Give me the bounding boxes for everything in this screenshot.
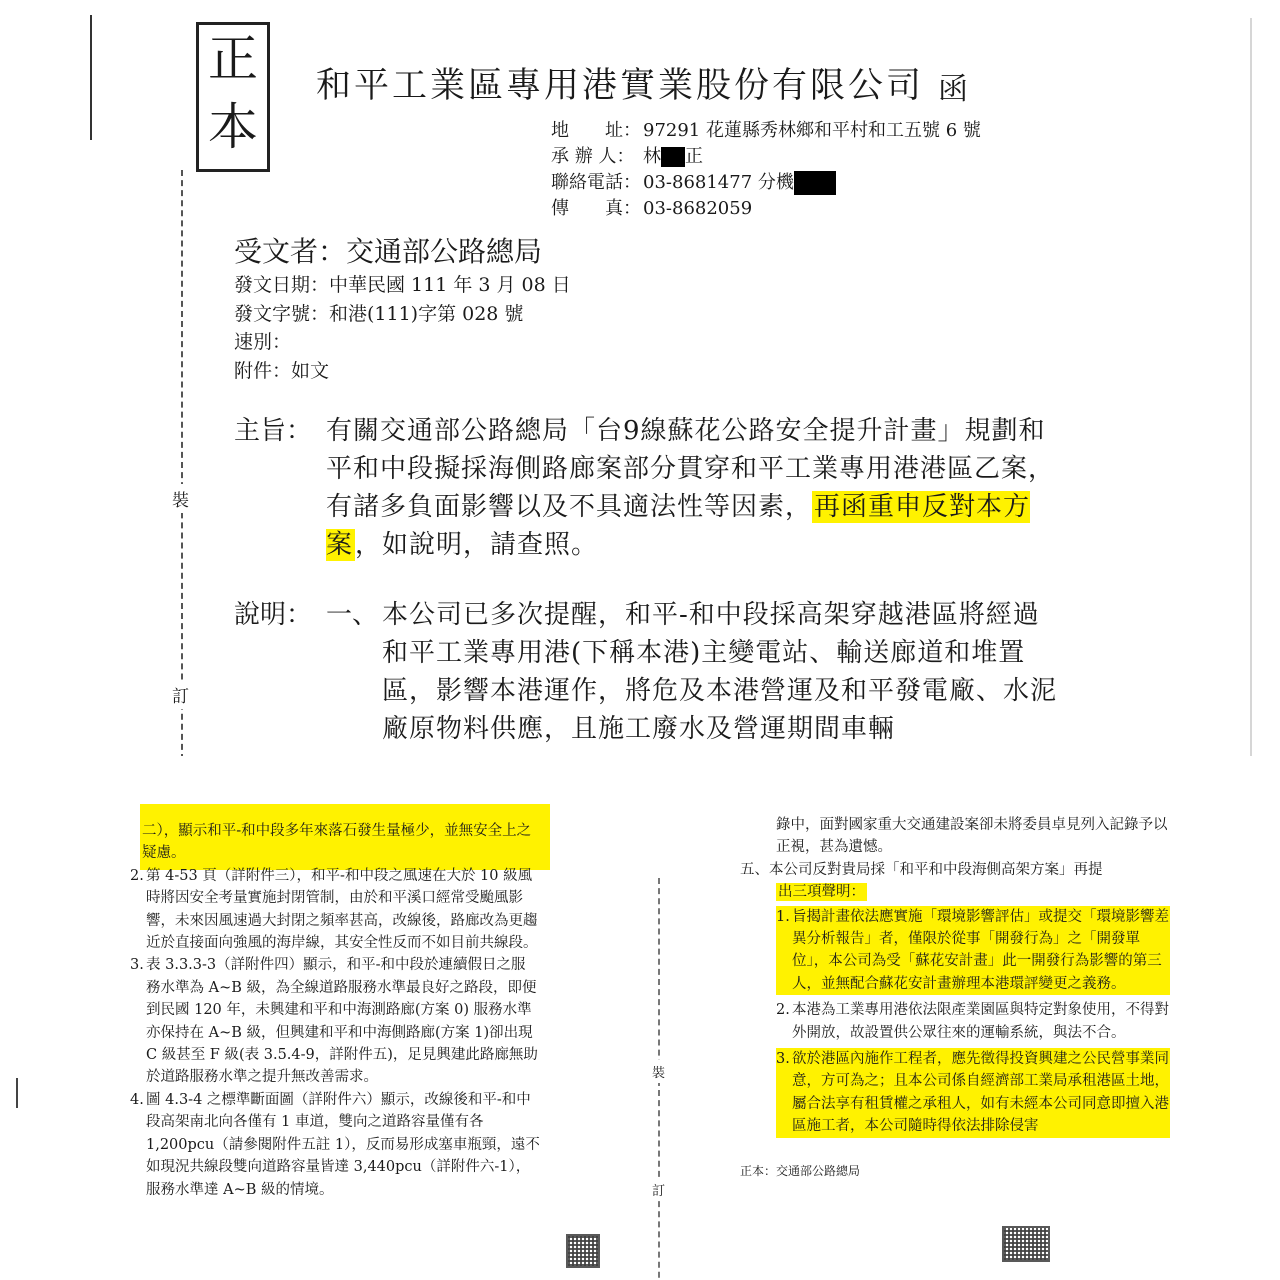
explanation-item-number: 一、 — [326, 600, 379, 630]
letter-detail-page-left — [0, 778, 640, 1280]
page-edge — [1250, 18, 1252, 756]
page-edge-rule — [90, 15, 92, 140]
subject-body — [326, 412, 1064, 564]
item-five-lead — [740, 859, 1170, 881]
statement-item-1 — [776, 906, 1170, 996]
statement-number: 1. — [776, 908, 790, 925]
contact-handler — [551, 142, 703, 168]
item-five-text: 五、本公司反對貴局採「和平和中段海側高架方案」再提 — [740, 861, 1103, 878]
contact-fax — [551, 194, 752, 220]
fax-value: 03-8682059 — [643, 198, 753, 219]
statement-item-2 — [776, 999, 1170, 1044]
redaction-block — [794, 171, 836, 195]
original-copy-stamp — [196, 22, 270, 172]
explanation-text: 本公司已多次提醒，和平-和中段採高架穿越港區將經過和平工業專用港(下稱本港)主變電站、輸送廊道和堆置區，影響本港運作，將危及本港營運及和平發電廠、水泥廠原物料供應，且施工廢水及營運期間車輛 — [382, 600, 1058, 744]
recipient: 受文者：交通部公路總局 — [234, 235, 543, 268]
subject-text-end: ，如說明，請查照。 — [355, 530, 599, 560]
list-item — [130, 954, 540, 1088]
handler-first: 林 — [643, 146, 661, 167]
statement-text: 本港為工業專用港依法限產業園區與特定對象使用，不得對外開放，故設置供公眾往來的運輸系統，與法不合。 — [792, 1002, 1169, 1041]
contact-phone — [551, 168, 836, 195]
binding-line — [181, 170, 183, 756]
contact-address — [551, 116, 981, 142]
address-label: 地 址： — [551, 120, 641, 141]
original-recipient: 正本：交通部公路總局 — [740, 1163, 861, 1178]
binding-mark-zhuang: 裝 — [172, 484, 189, 513]
item-number: 4. — [130, 1091, 144, 1108]
binding-mark-ding: 訂 — [652, 1178, 665, 1201]
phone-label: 聯絡電話： — [551, 172, 641, 193]
item-text: 第 4-53 頁（詳附件三），和平-和中段之風速在大於 10 級風時將因安全考量實施封閉管制，由於和平溪口經常受颱風影響，未來因風速過大封閉之頻率甚高，改線後，路廊改為更趨近於直接面向強風的海岸線，其安全性反而不如目前共線段。 — [146, 867, 538, 952]
stamp-char-2: 本 — [208, 98, 258, 156]
stamp-char-1: 正 — [208, 30, 258, 88]
list-item — [130, 1089, 540, 1201]
statement-number: 2. — [776, 1002, 790, 1019]
item-text: 表 3.3.3-3（詳附件四）顯示，和平-和中段於連續假日之服務水準為 A~B 級，為全線道路服務水準最良好之路段，即便到民國 120 年，未興建和平和中海測路廊(方案 0) 服務水準亦保持在 A~B 級，但興建和平和中海側路廊(方案 1)卻出現 C 級甚至 F 級(表 3.5.4-9，詳附件五)，足見興建此路廊無助於道路服務水準之提升無改善需求。 — [146, 957, 538, 1086]
explanation-section — [234, 596, 1064, 748]
fax-label: 傳 真： — [551, 198, 641, 219]
binding-mark-zhuang: 裝 — [652, 1060, 665, 1083]
company-name: 和平工業區專用港實業股份有限公司 — [316, 66, 925, 106]
letter-type: 函 — [938, 72, 968, 107]
item-text: 圖 4.3-4 之標準斷面圖（詳附件六）顯示，改線後和平-和中段高架南北向各僅有 1 車道，雙向之道路容量僅有各 1,200pcu（請參閱附件五註 1），反而易形成塞車瓶頸，遠不如現況共線段雙向道路容量皆達 3,440pcu（詳附件六-1），服務水準達 A~B 級的情境。 — [146, 1091, 540, 1198]
issue-date: 發文日期：中華民國 111 年 3 月 08 日 — [234, 274, 571, 296]
statement-number: 3. — [776, 1051, 790, 1068]
binding-mark-ding: 訂 — [172, 680, 189, 709]
statement-list — [740, 814, 1170, 1182]
attachment: 附件：如文 — [234, 360, 330, 382]
page-edge — [16, 1078, 18, 1108]
letter-detail-page-right — [640, 778, 1280, 1280]
redaction-block — [661, 147, 685, 167]
subject-highlight: 再函重申反對本方案 — [326, 492, 1031, 560]
item-five-tail — [740, 881, 1170, 903]
highlighted-statement: 二），顯示和平-和中段多年來落石發生量極少，並無安全上之疑慮。 — [142, 823, 532, 862]
address-value: 97291 花蓮縣秀林鄉和平村和工五號 6 號 — [643, 120, 981, 141]
item-list — [130, 822, 540, 1201]
seal-stamp — [1002, 1226, 1050, 1262]
handler-last: 正 — [685, 146, 703, 167]
statement-item-3 — [776, 1048, 1170, 1138]
item-number: 2. — [130, 867, 144, 884]
item-five-highlight: 出三項聲明： — [778, 884, 865, 901]
phone-value: 03-8681477 分機 — [643, 172, 794, 193]
item-number: 3. — [130, 957, 144, 974]
urgency: 速別： — [234, 331, 292, 353]
statement-text: 旨揭計畫依法應實施「環境影響評估」或提交「環境影響差異分析報告」者，僅限於從事「開發行為」之「開發單位」，本公司為受「蘇花安計畫」此一開發行為影響的第三人，並無配合蘇花安計畫辦理本港環評變更之義務。 — [792, 908, 1169, 992]
subject-label: 主旨： — [234, 416, 313, 446]
list-item — [130, 865, 540, 955]
subject-section — [234, 412, 1064, 564]
seal-stamp — [566, 1234, 600, 1268]
explanation-label: 說明： — [234, 600, 313, 630]
intro-text: 錄中，面對國家重大交通建設案卻未將委員卓見列入記錄予以正視，甚為遺憾。 — [776, 817, 1168, 856]
statement-text: 欲於港區內施作工程者，應先徵得投資興建之公民營事業同意，方可為之；且本公司係自經濟部工業局承租港區土地，屬合法享有租賃權之承租人，如有未經本公司同意即擅入港區施工者，本公司隨時得依法排除侵害 — [792, 1051, 1169, 1135]
subject-text: 有關交通部公路總局「台9線蘇花公路安全提升計畫」規劃和平和中段擬採海側路廊案部分貫穿和平工業專用港港區乙案，有諸多負面影響以及不具適法性等因素， — [326, 416, 1056, 522]
handler-label: 承 辦 人： — [551, 146, 635, 167]
issue-number: 發文字號：和港(111)字第 028 號 — [234, 303, 524, 325]
